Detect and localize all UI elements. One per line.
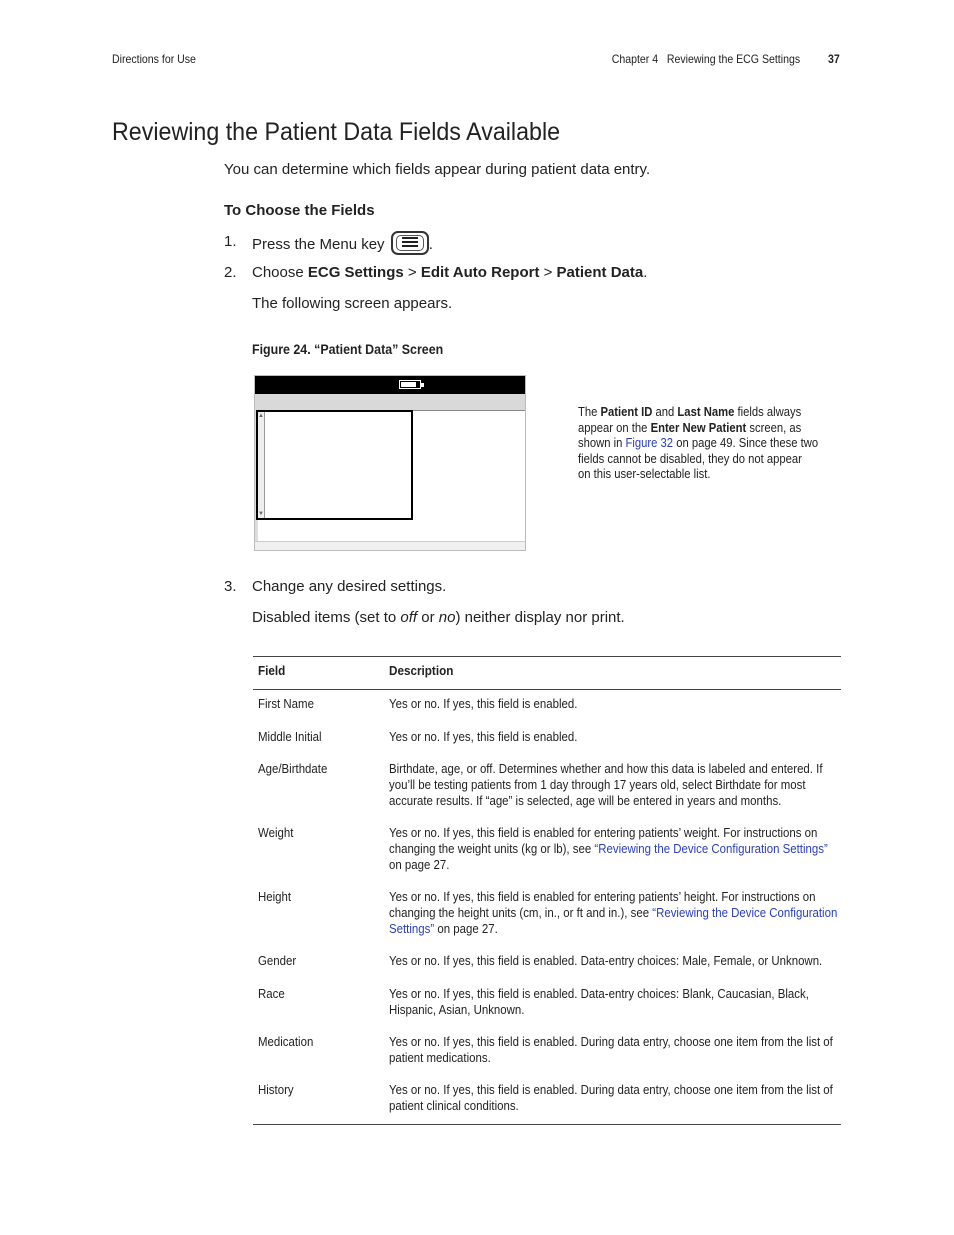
procedure-heading: To Choose the Fields: [224, 202, 375, 219]
table-cell-field: First Name: [258, 696, 314, 711]
menu-path-patient-data: Patient Data: [556, 264, 644, 281]
table-cell-field: Race: [258, 986, 285, 1001]
table-cell-field: Gender: [258, 953, 297, 968]
battery-icon: [399, 380, 421, 389]
table-cell-description: Yes or no. If yes, this field is enabled.: [389, 729, 578, 744]
intro-paragraph: You can determine which fields appear during patient data entry.: [224, 161, 651, 178]
side-note-line: appear on the Enter New Patient screen, as: [578, 420, 802, 435]
table-cell-field: Middle Initial: [258, 729, 322, 744]
table-rule-header: [253, 689, 841, 690]
table-cell-description: Birthdate, age, or off. Determines whether and how this data is labeled and entered. If you’ll be testing patients from 1 day through 17 years old, select Birthdate for most accurate results. If “age” is selected, age will be entered in years and months.: [389, 761, 823, 808]
step-2-end: .: [643, 264, 648, 281]
menu-path-ecg-settings: ECG Settings: [307, 264, 404, 281]
table-cell-description: Yes or no. If yes, this field is enabled for entering patients’ weight. For instructions on changing the weight units (kg or lb), see “Reviewing the Device Configuration Settings” on page 27.: [389, 825, 828, 872]
table-rule-top: [253, 656, 841, 657]
table-cell-description: Yes or no. If yes, this field is enabled. During data entry, choose one item from the list of patient medications.: [389, 1034, 833, 1065]
page-number: 37: [828, 52, 840, 66]
side-note: [578, 405, 828, 483]
figure-32-link[interactable]: Figure 32: [625, 436, 674, 451]
table-cell-field: Height: [258, 889, 292, 904]
section-title: Reviewing the Patient Data Fields Available: [112, 118, 561, 146]
menu-path-edit-auto-report: Edit Auto Report: [420, 264, 540, 281]
table-cell-field: Medication: [258, 1034, 314, 1049]
step-number: 3.: [224, 578, 237, 595]
menu-key-icon: [391, 231, 429, 255]
side-note-line: on this user-selectable list.: [578, 467, 711, 482]
screen-bottom-bar: [255, 541, 525, 550]
step-3-text: Change any desired settings.: [252, 578, 447, 595]
side-note-line: shown in Figure 32 on page 49. Since these two: [578, 436, 819, 451]
screen-scrollbar: [258, 412, 265, 518]
side-note-line: fields cannot be disabled, they do not appear: [578, 451, 802, 466]
screen-title-bar: [255, 394, 525, 411]
running-header-left: Directions for Use: [112, 52, 196, 66]
scroll-up-arrow-icon: ▲: [258, 413, 264, 419]
step-number: 2.: [224, 264, 237, 281]
device-config-settings-link[interactable]: “Reviewing the Device Configuration Settings”: [594, 840, 828, 856]
path-separator: >: [403, 264, 421, 281]
table-cell-description: Yes or no. If yes, this field is enabled. During data entry, choose one item from the list of patient clinical conditions.: [389, 1082, 833, 1113]
step-1-suffix: .: [428, 235, 433, 253]
table-cell-field: History: [258, 1082, 294, 1097]
step-2-note: The following screen appears.: [252, 295, 453, 312]
step-number: 1.: [224, 233, 237, 250]
step-1-text: [252, 233, 433, 257]
running-header-chapter: Chapter 4 Reviewing the ECG Settings: [611, 52, 800, 66]
table-header-field: Field: [258, 663, 286, 678]
step-1-prefix: Press the Menu key: [252, 235, 385, 253]
table-cell-field: Weight: [258, 825, 294, 840]
step-2-text: [252, 264, 647, 281]
table-cell-field: Age/Birthdate: [258, 761, 328, 776]
figure-caption: Figure 24. “Patient Data” Screen: [252, 342, 444, 357]
side-note-line: The Patient ID and Last Name fields always: [578, 405, 802, 419]
device-config-settings-link[interactable]: Settings”: [389, 920, 435, 936]
screen-status-bar: [255, 376, 525, 394]
device-config-settings-link[interactable]: “Reviewing the Device Configuration: [652, 904, 838, 920]
step-2-choose: Choose: [252, 264, 308, 281]
patient-data-screen-figure: [254, 375, 526, 551]
table-rule-bottom: [253, 1124, 841, 1125]
table-cell-description: Yes or no. If yes, this field is enabled for entering patients’ height. For instructions on changing the height units (cm, in., or ft and in.), see “Reviewing the Device Configuration Settings” on page 27.: [389, 889, 838, 936]
table-cell-description: Yes or no. If yes, this field is enabled.: [389, 696, 578, 711]
table-cell-description: Yes or no. If yes, this field is enabled. Data-entry choices: Male, Female, or Unknown.: [389, 953, 823, 968]
scroll-down-arrow-icon: ▼: [258, 511, 264, 517]
path-separator: >: [539, 264, 557, 281]
screen-field-list: [256, 410, 413, 520]
table-cell-description: Yes or no. If yes, this field is enabled. Data-entry choices: Blank, Caucasian, Black, Hispanic, Asian, Unknown.: [389, 986, 809, 1017]
step-3-note: Disabled items (set to off or no) neither display nor print.: [252, 609, 625, 626]
table-header-description: Description: [389, 663, 454, 678]
